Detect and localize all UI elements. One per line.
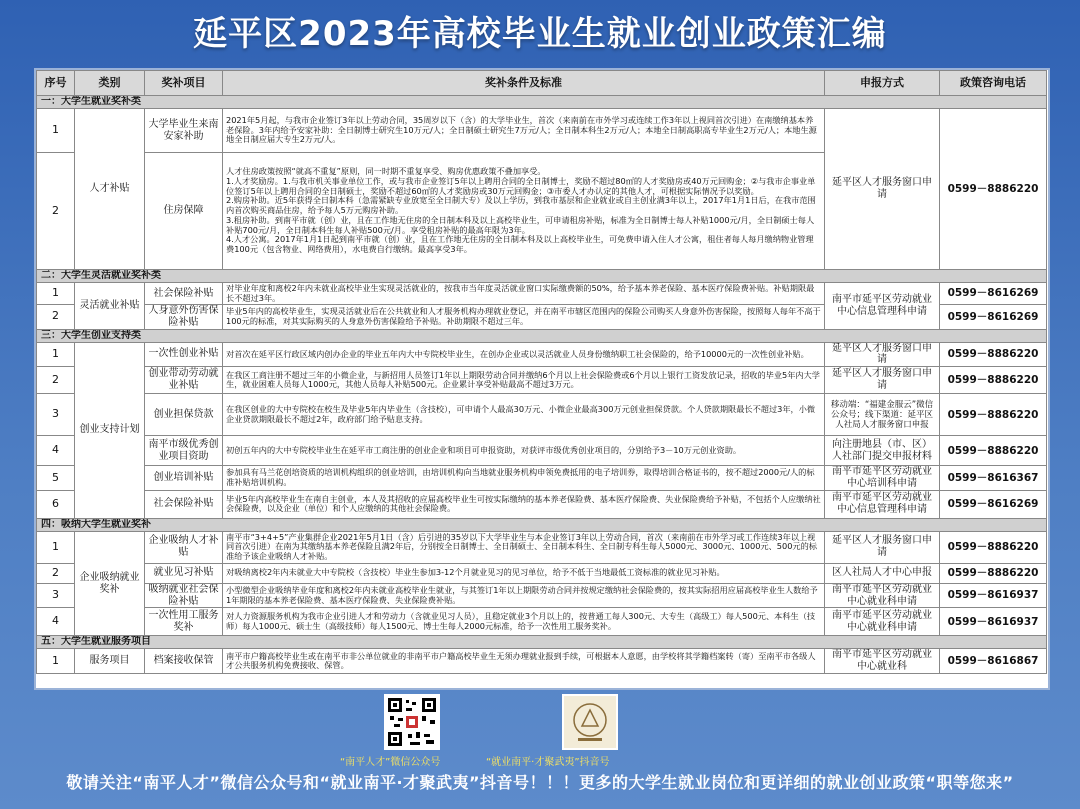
row-phone: 0599－8886220 [940, 563, 1047, 583]
row-apply: 移动端：“福建金服云”微信公众号；线下渠道：延平区人社局人才服务窗口申报 [825, 394, 940, 436]
row-item: 档案接收保管 [145, 649, 223, 674]
row-index: 1 [37, 283, 75, 305]
row-item: 一次性用工服务奖补 [145, 608, 223, 636]
row-item: 企业吸纳人才补贴 [145, 531, 223, 563]
row-index: 4 [37, 608, 75, 636]
row-phone: 0599－8886220 [940, 436, 1047, 466]
row-conditions: 南平市户籍高校毕业生或在南平市非公单位就业的非南平市户籍高校毕业生无须办理就业报到手续，可根据本人意愿，由学校将其学籍档案转（寄）至南平市各级人才公共服务机构免费接收、保管。 [223, 649, 825, 674]
policy-table-sheet [34, 68, 1050, 690]
section-title: 二：大学生灵活就业奖补类 [37, 270, 1047, 283]
table-row [37, 367, 1047, 394]
row-phone: 0599－8886220 [940, 531, 1047, 563]
row-apply: 南平市延平区劳动就业中心培训科申请 [825, 466, 940, 491]
row-conditions: 2021年5月起，与我市企业签订3年以上劳动合同，35周岁以下（含）的大学毕业生，首次（来南前在市外学习或连续工作3年以上视同首次引进）在南缴纳基本养老保险。3年内给予安家补助：全日制博士研究生10万元/人；全日制硕士研究生7万元/人；全日制本科生2万元/人；本地全日制高职高专毕业生2万元/人；本地生源地全日制应届大专生2万元/人。 [223, 109, 825, 153]
row-phone: 0599－8616867 [940, 649, 1047, 674]
row-phone: 0599－8886220 [940, 109, 1047, 270]
row-apply: 南平市延平区劳动就业中心就业科申请 [825, 583, 940, 608]
section-row [37, 636, 1047, 649]
row-item: 大学毕业生来南安家补助 [145, 109, 223, 153]
table-row [37, 283, 1047, 305]
row-conditions: 在我区工商注册不超过三年的小微企业，与新招用人员签订1年以上期限劳动合同并缴纳6个月以上社会保险费或6个月以上银行工资发放记录，招收的毕业5年内大学生，就业困难人员每人1000元，其他人员每人补贴500元。企业累计享受补贴最高不超过3万元。 [223, 367, 825, 394]
row-conditions: 小型微型企业吸纳毕业年度和离校2年内未就业高校毕业生就业，与其签订1年以上期限劳动合同并按规定缴纳社会保险费的，按其实际招用应届高校毕业生人数给予1年期限的基本养老保险费、基本医疗保险费、失业保险费补贴。 [223, 583, 825, 608]
table-row [37, 563, 1047, 583]
douyin-caption: “就业南平·才聚武夷”抖音号 [486, 757, 610, 768]
row-item: 社会保险补贴 [145, 283, 223, 305]
section-row [37, 96, 1047, 109]
row-item: 吸纳就业社会保险补贴 [145, 583, 223, 608]
row-index: 1 [37, 649, 75, 674]
row-phone: 0599－8616269 [940, 283, 1047, 305]
header-phone: 政策咨询电话 [940, 71, 1047, 96]
header-conditions: 奖补条件及标准 [223, 71, 825, 96]
row-phone: 0599－8886220 [940, 342, 1047, 367]
row-conditions: 在我区创业的大中专院校在校生及毕业5年内毕业生（含技校），可申请个人最高30万元、小微企业最高300万元创业担保贷款。个人贷款期限最长不超过3年，小微企业贷款期限最长不超过2年，政府部门给予贴息支持。 [223, 394, 825, 436]
table-row [37, 394, 1047, 436]
policy-table [36, 70, 1047, 674]
row-conditions: 初创五年内的大中专院校毕业生在延平市工商注册的创业企业和项目可申报资助，对获评市级优秀创业项目的，分别给予3－10万元创业资助。 [223, 436, 825, 466]
row-conditions: 毕业5年内高校毕业生在南自主创业，本人及其招收的应届高校毕业生可按实际缴纳的基本养老保险费、基本医疗保险费、失业保险费给予补贴，不包括个人应缴纳社会保险费，以及企业（单位）和个人应缴纳的其他社会保险费。 [223, 490, 825, 518]
row-phone: 0599－8616269 [940, 490, 1047, 518]
row-phone: 0599－8616937 [940, 583, 1047, 608]
row-item: 住房保障 [145, 153, 223, 270]
row-item: 人身意外伤害保险补贴 [145, 305, 223, 330]
row-category: 创业支持计划 [75, 342, 145, 518]
section-title: 三：大学生创业支持类 [37, 329, 1047, 342]
row-category: 企业吸纳就业奖补 [75, 531, 145, 636]
table-row [37, 608, 1047, 636]
row-conditions: 人才住房政策按照“就高不重复”原则，同一时期不重复享受、购房优惠政策不叠加享受。 1.人才奖励房。1.与我市机关事业单位工作，或与我市企业签订5年以上聘用合同的全日制博士，奖励不超过80㎡的人才奖励房或40万元回购金；②与我市企事业单位签订5年以上聘用合同的全日制硕士，奖励不超过60㎡的人才奖励房或30万元回购金；③市委人才办认定的其他人才，可根据实际情况予以奖励。 2.购房补助。近5年获得全日制本科（急需紧缺专业放宽至全日制大专）及以上学历，到我市基层和企业就业或自主创业满3年以上，2017年1月1日后，在我市范围内首次购买商品住房，给予每人5万元购房补助。 3.租房补助。到南平市就（创）业，且在工作地无住房的全日制本科及以上高校毕业生，可申请租房补贴，标准为全日制博士每人补贴1000元/月，全日制硕士每人补贴700元/月，全日制本科生每人补贴500元/月。享受租房补贴的最高年限为3年。 4.人才公寓。2017年1月1日起到南平市就（创）业，且在工作地无住房的全日制本科及以上高校毕业生，可免费申请入住人才公寓，租住者每人每月缴纳物业管理费100元（包含物业、网络费用），水电费自行缴纳。最高享受3年。 [223, 153, 825, 270]
row-conditions: 对吸纳离校2年内未就业大中专院校（含技校）毕业生参加3-12个月就业见习的见习单位，给予不低于当地最低工资标准的就业见习补贴。 [223, 563, 825, 583]
row-index: 5 [37, 466, 75, 491]
row-category: 人才补贴 [75, 109, 145, 270]
row-conditions: 对毕业年度和离校2年内未就业高校毕业生实现灵活就业的，按我市当年度灵活就业窗口实际缴费额的50%，给予基本养老保险、基本医疗保险费补贴。补贴期限最长不超过3年。 [223, 283, 825, 305]
row-phone: 0599－8886220 [940, 367, 1047, 394]
row-item: 创业培训补贴 [145, 466, 223, 491]
row-index: 4 [37, 436, 75, 466]
row-item: 创业带动劳动就业补贴 [145, 367, 223, 394]
row-apply: 南平市延平区劳动就业中心信息管理科申请 [825, 490, 940, 518]
page-title: 延平区2023年高校毕业生就业创业政策汇编 [193, 14, 887, 54]
section-row [37, 329, 1047, 342]
row-index: 1 [37, 109, 75, 153]
row-conditions: 对人力资源服务机构为我市企业引进人才和劳动力（含就业见习人员），且稳定就业3个月以上的，按普通工每人300元、大专生（高级工）每人500元、本科生（技师）每人1000元、硕士生（高级技师）每人1500元、博士生每人2000元标准，给予一次性用工服务奖补。 [223, 608, 825, 636]
table-row [37, 583, 1047, 608]
row-index: 6 [37, 490, 75, 518]
row-apply: 向注册地县（市、区）人社部门提交申报材料 [825, 436, 940, 466]
section-row [37, 270, 1047, 283]
header-apply: 申报方式 [825, 71, 940, 96]
table-row [37, 466, 1047, 491]
row-phone: 0599－8616937 [940, 608, 1047, 636]
row-apply: 延平区人才服务窗口申请 [825, 531, 940, 563]
row-index: 2 [37, 367, 75, 394]
row-index: 2 [37, 563, 75, 583]
table-row [37, 531, 1047, 563]
row-index: 1 [37, 342, 75, 367]
table-row [37, 436, 1047, 466]
row-phone: 0599－8616269 [940, 305, 1047, 330]
section-title: 四：吸纳大学生就业奖补 [37, 518, 1047, 531]
row-apply: 南平市延平区劳动就业中心就业科申请 [825, 608, 940, 636]
row-conditions: 南平市“3+4+5”产业集群企业2021年5月1日（含）后引进的35岁以下大学毕业生与本企业签订3年以上劳动合同，首次（来南前在市外学习或工作连续3年以上视同首次引进）在南为其缴纳基本养老保险且满2年后，分别按全日制博士、全日制硕士、全日制本科生、全日制专科生每人5000元、3000元、1000元、500元的标准给予该企业吸纳人才补贴。 [223, 531, 825, 563]
row-conditions: 对首次在延平区行政区域内创办企业的毕业五年内大中专院校毕业生，在创办企业或以灵活就业人员身份缴纳职工社会保险的，给予10000元的一次性创业补贴。 [223, 342, 825, 367]
section-row [37, 518, 1047, 531]
table-row [37, 109, 1047, 153]
row-index: 1 [37, 531, 75, 563]
row-index: 3 [37, 394, 75, 436]
row-apply: 南平市延平区劳动就业中心就业科 [825, 649, 940, 674]
row-index: 2 [37, 305, 75, 330]
header-index: 序号 [37, 71, 75, 96]
wechat-qr-code[interactable] [384, 694, 440, 750]
row-apply: 南平市延平区劳动就业中心信息管理科申请 [825, 283, 940, 330]
header-item: 奖补项目 [145, 71, 223, 96]
row-conditions: 毕业5年内的高校毕业生，实现灵活就业后在公共就业和人才服务机构办理就业登记，并在南平市辖区范围内的保险公司购买人身意外伤害保险，按照每人每年不高于100元的标准，对其实际购买的人身意外伤害保险给予补贴。补助期限不超过三年。 [223, 305, 825, 330]
section-title: 一：大学生就业奖补类 [37, 96, 1047, 109]
bottom-banner-text: 敬请关注“南平人才”微信公众号和“就业南平·才聚武夷”抖音号！！！更多的大学生就业岗位和更详细的就业创业政策“职等您来” [66, 773, 1014, 792]
row-category: 灵活就业补贴 [75, 283, 145, 330]
table-row [37, 649, 1047, 674]
row-item: 就业见习补贴 [145, 563, 223, 583]
row-item: 南平市级优秀创业项目资助 [145, 436, 223, 466]
row-item: 一次性创业补贴 [145, 342, 223, 367]
wechat-caption: “南平人才”微信公众号 [340, 757, 441, 768]
row-item: 社会保险补贴 [145, 490, 223, 518]
row-item: 创业担保贷款 [145, 394, 223, 436]
row-apply: 延平区人才服务窗口申请 [825, 367, 940, 394]
table-row [37, 490, 1047, 518]
row-apply: 延平区人才服务窗口申请 [825, 342, 940, 367]
header-category: 类别 [75, 71, 145, 96]
row-phone: 0599－8616367 [940, 466, 1047, 491]
table-header-row [37, 71, 1047, 96]
row-apply: 延平区人才服务窗口申请 [825, 109, 940, 270]
section-title: 五：大学生就业服务项目 [37, 636, 1047, 649]
row-conditions: 参加具有马兰花创培资质的培训机构组织的创业培训，由培训机构向当地就业服务机构申领免费抵用的电子培训券，取得培训合格证书的，按不超过2000元/人的标准补贴培训机构。 [223, 466, 825, 491]
row-apply: 区人社局人才中心申报 [825, 563, 940, 583]
row-index: 2 [37, 153, 75, 270]
table-row [37, 342, 1047, 367]
row-category: 服务项目 [75, 649, 145, 674]
row-index: 3 [37, 583, 75, 608]
row-phone: 0599－8886220 [940, 394, 1047, 436]
douyin-logo-image[interactable] [562, 694, 618, 750]
